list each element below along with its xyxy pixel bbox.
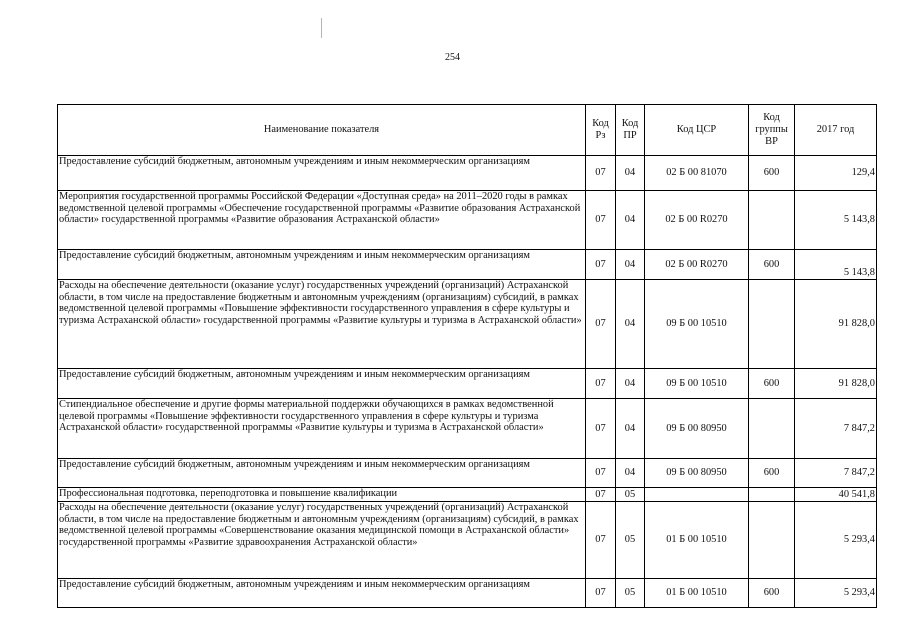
row-name: Расходы на обеспечение деятельности (оказание услуг) государственных учреждений (организаций) Астраханской области, в том числе на предоставление бюджетным и автономным учреждениям (организациям) субсидий, в рамках ведомственной целевой программы «Совершенствование оказания медицинской помощи в Астраханской области» государственной программы «Развитие здравоохранения Астраханской области»: [58, 502, 586, 579]
row-vr: [749, 399, 795, 459]
row-pr: 04: [616, 369, 645, 399]
table-row: [58, 156, 877, 191]
row-pr: 04: [616, 250, 645, 280]
row-rz: 07: [586, 579, 616, 608]
row-amount: 91 828,0: [795, 280, 877, 369]
row-rz: 07: [586, 156, 616, 191]
table-row: [58, 369, 877, 399]
table-row: [58, 250, 877, 280]
row-pr: 05: [616, 502, 645, 579]
row-amount: 129,4: [795, 156, 877, 191]
row-csr: 09 Б 00 80950: [645, 459, 749, 488]
row-amount: 91 828,0: [795, 369, 877, 399]
budget-table: [57, 104, 877, 608]
row-csr: [645, 488, 749, 502]
row-name: Расходы на обеспечение деятельности (оказание услуг) государственных учреждений (организаций) Астраханской области, в том числе на предоставление бюджетным и автономным учреждениям (организациям) субсидий, в рамках ведомственной целевой программы «Повышение эффективности государственного управления в сфере культуры и туризма Астраханской области» государственной программы «Развитие культуры и туризма в Астраханской области»: [58, 280, 586, 369]
header-pr: Код ПР: [616, 105, 645, 156]
table-row: [58, 579, 877, 608]
row-rz: 07: [586, 502, 616, 579]
table-header: [58, 105, 877, 156]
table-row: [58, 502, 877, 579]
row-vr: 600: [749, 579, 795, 608]
row-csr: 02 Б 00 R0270: [645, 250, 749, 280]
row-amount: 5 143,8: [795, 250, 877, 280]
row-name: Предоставление субсидий бюджетным, автономным учреждениям и иным некоммерческим организациям: [58, 250, 586, 280]
row-csr: 01 Б 00 10510: [645, 502, 749, 579]
row-vr: 600: [749, 369, 795, 399]
row-pr: 04: [616, 280, 645, 369]
row-rz: 07: [586, 369, 616, 399]
row-rz: 07: [586, 488, 616, 502]
row-pr: 04: [616, 156, 645, 191]
row-rz: 07: [586, 250, 616, 280]
row-name: Профессиональная подготовка, переподготовка и повышение квалификации: [58, 488, 586, 502]
row-amount: 5 293,4: [795, 579, 877, 608]
row-vr: [749, 191, 795, 250]
row-csr: 09 Б 00 10510: [645, 280, 749, 369]
table-row: [58, 280, 877, 369]
header-year: 2017 год: [795, 105, 877, 156]
row-csr: 01 Б 00 10510: [645, 579, 749, 608]
row-pr: 04: [616, 191, 645, 250]
table-row: [58, 459, 877, 488]
row-vr: [749, 488, 795, 502]
row-csr: 02 Б 00 R0270: [645, 191, 749, 250]
row-csr: 09 Б 00 10510: [645, 369, 749, 399]
row-rz: 07: [586, 459, 616, 488]
row-amount: 5 143,8: [795, 191, 877, 250]
row-pr: 05: [616, 579, 645, 608]
row-name: Предоставление субсидий бюджетным, автономным учреждениям и иным некоммерческим организациям: [58, 369, 586, 399]
row-name: Предоставление субсидий бюджетным, автономным учреждениям и иным некоммерческим организациям: [58, 156, 586, 191]
row-pr: 05: [616, 488, 645, 502]
row-name: Мероприятия государственной программы Российской Федерации «Доступная среда» на 2011–2020 годы в рамках ведомственной целевой программы «Обеспечение государственной программы «Развитие образования Астраханской области» государственной программы «Развитие образования Астраханской области»: [58, 191, 586, 250]
table-row: [58, 399, 877, 459]
scan-artifact-line: [321, 18, 322, 38]
row-pr: 04: [616, 399, 645, 459]
row-vr: 600: [749, 250, 795, 280]
row-vr: [749, 502, 795, 579]
header-csr: Код ЦСР: [645, 105, 749, 156]
header-row: [58, 105, 877, 156]
row-name: Предоставление субсидий бюджетным, автономным учреждениям и иным некоммерческим организациям: [58, 459, 586, 488]
row-amount: 40 541,8: [795, 488, 877, 502]
header-name: Наименование показателя: [58, 105, 586, 156]
header-rz: Код Рз: [586, 105, 616, 156]
row-amount: 7 847,2: [795, 399, 877, 459]
row-amount: 5 293,4: [795, 502, 877, 579]
table-body: [58, 156, 877, 608]
table-row: [58, 191, 877, 250]
row-amount: 7 847,2: [795, 459, 877, 488]
row-rz: 07: [586, 280, 616, 369]
page-number: 254: [445, 52, 460, 63]
table-row: [58, 488, 877, 502]
row-csr: 09 Б 00 80950: [645, 399, 749, 459]
row-name: Предоставление субсидий бюджетным, автономным учреждениям и иным некоммерческим организациям: [58, 579, 586, 608]
row-pr: 04: [616, 459, 645, 488]
row-vr: 600: [749, 459, 795, 488]
row-name: Стипендиальное обеспечение и другие формы материальной поддержки обучающихся в рамках ведомственной целевой программы «Повышение эффективности государственного управления в сфере культуры и туризма Астраханской области» государственной программы «Развитие культуры и туризма в Астраханской области»: [58, 399, 586, 459]
row-vr: [749, 280, 795, 369]
header-vr: Код группы ВР: [749, 105, 795, 156]
row-rz: 07: [586, 399, 616, 459]
row-vr: 600: [749, 156, 795, 191]
row-rz: 07: [586, 191, 616, 250]
row-csr: 02 Б 00 81070: [645, 156, 749, 191]
